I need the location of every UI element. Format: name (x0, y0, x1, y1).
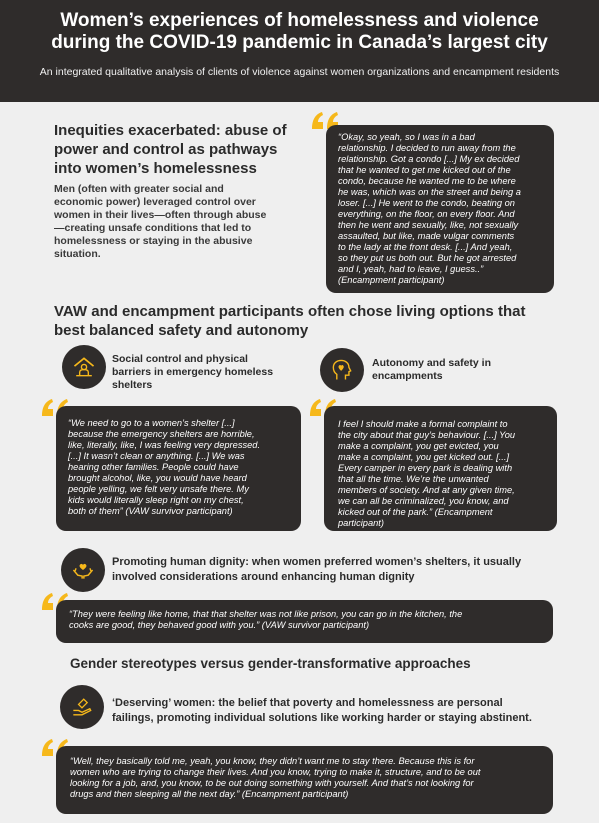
quote-line: condo, because he wanted me to be where (338, 176, 516, 186)
encampment-autonomy-label (372, 357, 491, 383)
head-heart-icon (320, 348, 364, 392)
quote-line: “Okay, so yeah, so I was in a bad (338, 132, 475, 142)
quote-line: “Well, they basically told me, yeah, you know, they didn’t want me to stay there. Because this is for (70, 756, 475, 766)
quote-line: relationship. Got a condo [...] My ex decided (338, 154, 520, 164)
quote-line: kicked out of the park.” (Encampment (338, 507, 493, 517)
body-line: women in their lives—often through abuse (54, 209, 267, 221)
quote-line: we can all be criminalized, you know, and (338, 496, 509, 506)
quote-line: that all the time. We’re the unwanted (338, 474, 489, 484)
quote-line: [...] It wasn’t clean or anything. [...] We was (68, 451, 245, 461)
quote-line: so they put us both out. But he got arrested (338, 253, 517, 263)
quote-line: he was, which was on the street and being a (338, 187, 521, 197)
section2-title-line: best balanced safety and autonomy (54, 322, 309, 339)
hand-giving-icon (60, 685, 104, 729)
quote-line: kids would literally sleep right on my chest, (68, 495, 244, 505)
quote-line: drugs and then sleeping all the next day.” (Encampment participant) (70, 789, 349, 799)
section1-body (54, 183, 266, 261)
quote-line: people yelling, we felt very unsafe there. My (68, 484, 249, 494)
body-line: —creating unsafe conditions that led to (54, 222, 252, 234)
quote-line: Every camper in every park is dealing with (338, 463, 513, 473)
quote-line: assaulted, but like, made vulgar comments (338, 231, 515, 241)
deserving-women-label (112, 696, 532, 726)
header-banner (0, 0, 599, 102)
quote-line: the city about that guy’s behaviour. [...] You (338, 430, 516, 440)
label-line: ‘Deserving’ women: the belief that poverty and homelessness are personal (112, 697, 503, 709)
quote-line: make a complaint, you get kicked out. [...] (338, 452, 510, 462)
quote-line: hearing other families. People could have (68, 462, 239, 472)
shelter-house-icon (62, 345, 106, 389)
hands-heart-icon (61, 548, 105, 592)
label-line: failings, promoting individual solutions like working harder or staying abstinent. (112, 712, 532, 724)
quote-line: women who are trying to change their lives. And you know, trying to make it, structure, and to be out (70, 767, 481, 777)
body-line: situation. (54, 248, 101, 260)
quote-line: looking for a job, and, you know, to be out doing something with yourself. And that’s not looking for (70, 778, 474, 788)
section1-title-line: Inequities exacerbated: abuse of (54, 122, 287, 139)
quote-line: (Encampment participant) (338, 275, 445, 285)
section1-title-line: power and control as pathways (54, 141, 278, 158)
label-line: Social control and physical (112, 353, 248, 365)
quote-line: like, literally, like, I was feeling very depressed. (68, 440, 261, 450)
body-line: Men (often with greater social and (54, 183, 224, 195)
label-line: encampments (372, 370, 443, 382)
section1-quote-box (326, 125, 554, 293)
dignity-label (112, 555, 521, 585)
dignity-quote-box (56, 600, 553, 643)
title-line-1: Women’s experiences of homelessness and violence (60, 10, 539, 31)
quote-line: participant) (338, 518, 384, 528)
quote-line: that he wanted to get me kicked out of the (338, 165, 511, 175)
quote-line: “We need to go to a women’s shelter [...] (68, 418, 235, 428)
label-line: shelters (112, 379, 153, 391)
section1-title (54, 121, 287, 178)
label-line: Autonomy and safety in (372, 357, 492, 369)
shelter-barriers-label (112, 353, 273, 392)
page-title (0, 0, 599, 54)
label-line: barriers in emergency homeless (112, 366, 274, 378)
quote-line: “They were feeling like home, that that shelter was not like prison, you can go in the kitchen, the (69, 609, 463, 619)
quote-line: loser. [...] He went to the condo, beating on (338, 198, 515, 208)
quote-line: make a complaint, you get evicted, you (338, 441, 499, 451)
label-line: involved considerations around enhancing human dignity (112, 571, 415, 583)
section2-title (54, 302, 525, 340)
label-line: Promoting human dignity: when women preferred women’s shelters, it usually (112, 556, 522, 568)
quote-line: everything, on the floor, on every floor. And (338, 209, 515, 219)
quote-line: members of society. And at any given time, (338, 485, 515, 495)
quote-line: relationship. I decided to run away from the (338, 143, 516, 153)
page-subtitle: An integrated qualitative analysis of clients of violence against women organizations and encampment residents (39, 66, 560, 78)
quote-line: cooks are good, they behaved good with you.” (VAW survivor participant) (69, 620, 370, 630)
quote-line: because the emergency shelters are horrible, (68, 429, 255, 439)
encampment-quote-box (324, 406, 557, 531)
quote-line: both of them” (VAW survivor participant) (68, 506, 233, 516)
shelter-quote-box (56, 406, 301, 531)
quote-line: to the lady at the front desk. [...] And yeah, (338, 242, 513, 252)
title-line-2: during the COVID-19 pandemic in Canada’s largest city (51, 32, 548, 53)
body-line: economic power) leveraged control over (54, 196, 256, 208)
quote-line: and I, yeah, had to leave, I guess..” (338, 264, 484, 274)
section3-title: Gender stereotypes versus gender-transformative approaches (70, 656, 471, 671)
quote-line: brought alcohol, like, you would have heard (68, 473, 247, 483)
body-line: homelessness or staying in the abusive (54, 235, 253, 247)
deserving-quote-box (56, 746, 553, 814)
quote-line: I feel I should make a formal complaint to (338, 419, 508, 429)
section2-title-line: VAW and encampment participants often chose living options that (54, 303, 526, 320)
quote-line: then he went and sexually, like, not sexually (338, 220, 519, 230)
section1-title-line: into women’s homelessness (54, 160, 257, 177)
